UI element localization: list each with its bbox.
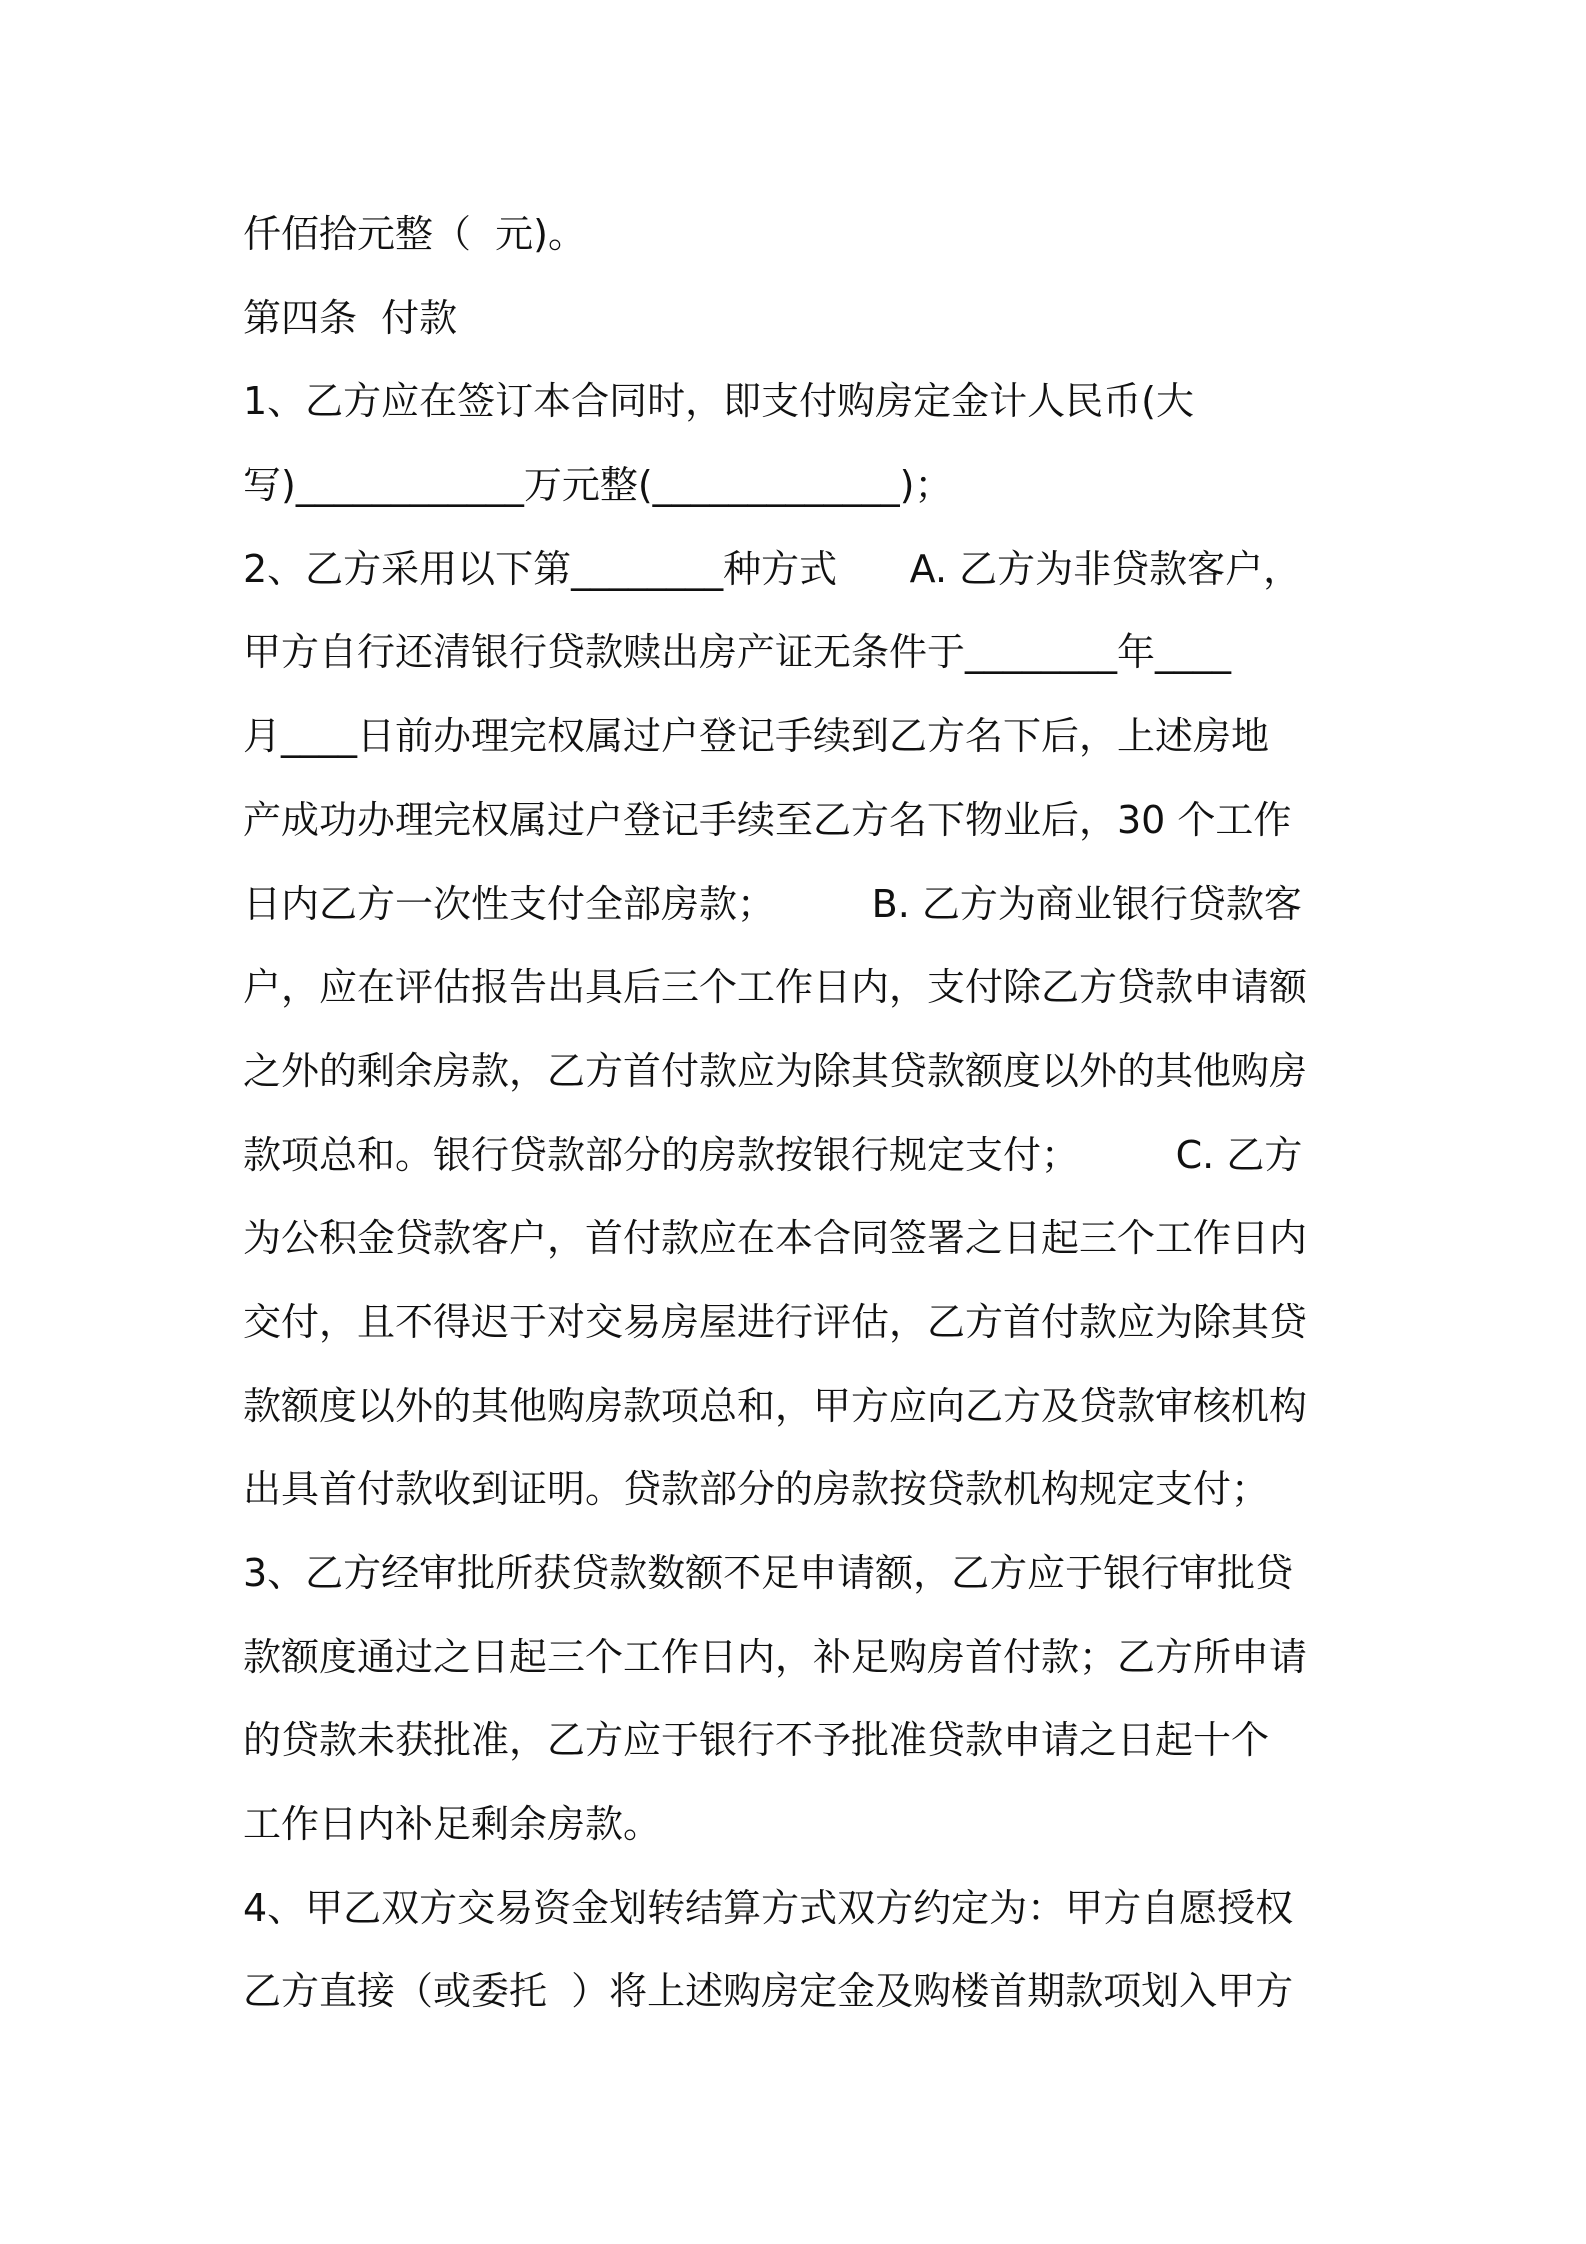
text-line: 乙方直接（或委托 ）将上述购房定金及购楼首期款项划入甲方 [243,1969,1294,2014]
text-line: 写)____________万元整(_____________)； [243,463,953,508]
text-line: 款额度以外的其他购房款项总和，甲方应向乙方及贷款审核机构 [243,1383,1308,1428]
article-heading: 第四条 付款 [243,295,458,340]
text-line: 之外的剩余房款，乙方首付款应为除其贷款额度以外的其他购房 [243,1048,1308,1093]
text-line: 3、乙方经审批所获贷款数额不足申请额，乙方应于银行审批贷 [243,1551,1294,1595]
text-line: 仟佰拾元整（ 元)。 [243,212,586,256]
text-line: 月____日前办理完权属过户登记手续到乙方名下后，上述房地 [243,714,1270,759]
text-line: 款项总和。银行贷款部分的房款按银行规定支付； C. 乙方 [243,1132,1303,1177]
text-line: 的贷款未获批准，乙方应于银行不予批准贷款申请之日起十个 [243,1718,1270,1763]
text-line: 为公积金贷款客户，首付款应在本合同签署之日起三个工作日内 [243,1216,1308,1261]
text-line: 户，应在评估报告出具后三个工作日内，支付除乙方贷款申请额 [243,965,1308,1010]
text-line: 工作日内补足剩余房款。 [243,1802,662,1847]
text-line: 1、乙方应在签订本合同时，即支付购房定金计人民币(大 [243,379,1195,424]
text-line: 甲方自行还清银行贷款赎出房产证无条件于________年____ [243,630,1232,675]
text-line: 款额度通过之日起三个工作日内，补足购房首付款；乙方所申请 [243,1634,1308,1679]
text-line: 交付，且不得迟于对交易房屋进行评估，乙方首付款应为除其贷 [243,1299,1308,1344]
text-line: 2、乙方采用以下第________种方式 A. 乙方为非贷款客户， [243,546,1302,591]
text-line: 产成功办理完权属过户登记手续至乙方名下物业后，30 个工作 [243,797,1292,842]
text-line: 出具首付款收到证明。贷款部分的房款按贷款机构规定支付； [243,1467,1270,1512]
text-line: 4、甲乙双方交易资金划转结算方式双方约定为：甲方自愿授权 [243,1885,1294,1930]
contract-text [243,193,1363,2034]
text-line: 日内乙方一次性支付全部房款； B. 乙方为商业银行贷款客 [243,881,1302,926]
